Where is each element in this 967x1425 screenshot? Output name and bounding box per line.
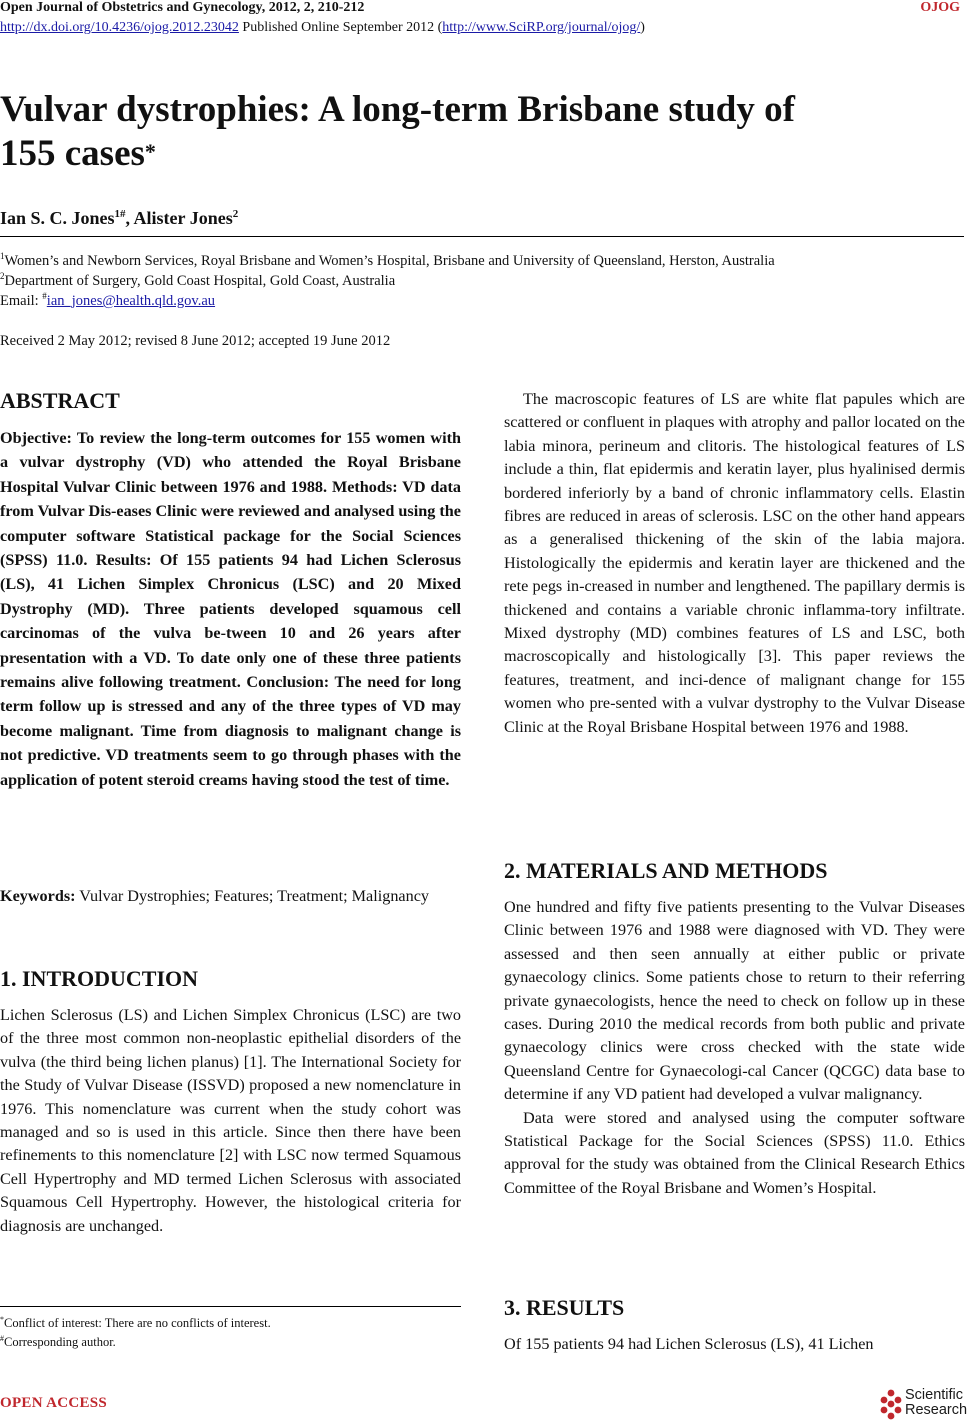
header-divider [0, 236, 964, 237]
open-access-label: OPEN ACCESS [0, 1395, 108, 1411]
doi-line [0, 20, 645, 36]
abstract-heading: ABSTRACT [0, 388, 120, 413]
keywords [0, 884, 461, 908]
author-separator: , [125, 208, 134, 228]
email-link[interactable]: ian_jones@health.qld.gov.au [46, 292, 216, 309]
paper-title [0, 88, 900, 176]
keywords-text: Vulvar Dystrophies; Features; Treatment; Malignancy [75, 887, 429, 905]
keywords-label: Keywords: [0, 887, 76, 905]
footnote-divider [0, 1306, 461, 1307]
email-sup: # [42, 291, 47, 301]
author-2-sup: 2 [232, 208, 239, 220]
footnote-2 [0, 1334, 116, 1350]
published-text: Published Online September 2012 ( [238, 20, 443, 35]
footnote-1 [0, 1315, 271, 1331]
affiliation-2 [0, 271, 395, 290]
author-list [0, 208, 238, 229]
right-column-intro [504, 388, 965, 739]
journal-url-link[interactable]: http://www.SciRP.org/journal/ojog/ [442, 20, 641, 35]
abstract-text: Objective: To review the long-term outcomes for 155 women with a vulvar dystrophy (VD) who attended the Royal Brisbane Hospital Vulvar Clinic between 1976 and 1988. Methods: VD data from Vulvar Dis-eases Clinic were reviewed and analysed using the computer software Statistical package for the Social Sciences (SPSS) 11.0. Results: Of 155 patients 94 had Lichen Sclerosus (LS), 41 Lichen Simplex Chronicus (LSC) and 20 Mixed Dystrophy (MD). Three patients developed squamous cell carcinomas of the vulva be-tween 10 and 26 years after presentation with a VD. To date only one of these three patients remains alive following treatment. Conclusion: The need for long term follow up is stressed and any of the three types of VD may become malignant. Time from diagnosis to malignant change is not predictive. VD treatments seem to go through phases with the application of potent steroid creams having stood the test of time. [0, 429, 461, 789]
email-line [0, 291, 215, 310]
author-1-sup: 1# [114, 208, 126, 220]
introduction-heading: 1. INTRODUCTION [0, 966, 199, 991]
methods-heading: 2. MATERIALS AND METHODS [504, 858, 828, 883]
footnote-1-text: Conflict of interest: There are no conflicts of interest. [4, 1316, 271, 1331]
footnote-2-text: Corresponding author. [4, 1335, 116, 1350]
logo-text [905, 1388, 967, 1418]
logo-line-2: Research [905, 1402, 967, 1418]
logo-line-1: Scientific [905, 1387, 964, 1403]
introduction-text [0, 1004, 461, 1238]
affiliation-1-text: Women’s and Newborn Services, Royal Brisbane and Women’s Hospital, Brisbane and University of Queensland, Herston, Australia [4, 252, 775, 269]
affiliation-2-text: Department of Surgery, Gold Coast Hospital, Gold Coast, Australia [4, 272, 396, 289]
scirp-logo-icon [878, 1388, 904, 1420]
close-paren: ) [640, 20, 645, 35]
title-line-1: Vulvar dystrophies: A long-term Brisbane study of [0, 89, 795, 130]
received-dates: Received 2 May 2012; revised 8 June 2012; accepted 19 June 2012 [0, 333, 391, 349]
affiliation-1-sup: 1 [0, 251, 5, 261]
author-1: Ian S. C. Jones [0, 208, 115, 228]
author-2: Alister Jones [133, 208, 233, 228]
methods-paragraph-2: Data were stored and analysed using the computer software Statistical Package for the Social Sciences (SPSS) 11.0. Ethics approval for the study was obtained from the Clinical Research Ethics Committee of the Royal Brisbane and Women’s Hospital. [504, 1108, 965, 1197]
title-footnote-mark: * [144, 139, 156, 164]
running-header [0, 0, 960, 16]
journal-abbrev: OJOG [920, 0, 960, 15]
doi-link[interactable]: http://dx.doi.org/10.4236/ojog.2012.23042 [0, 20, 239, 35]
introduction-paragraph: Lichen Sclerosus (LS) and Lichen Simplex Chronicus (LSC) are two of the three most common non-neoplastic epithelial disorders of the vulva (the third being lichen planus) [1]. The International Society for the Study of Vulvar Disease (ISSVD) proposed a new nomenclature in 1976. This nomenclature was current when the study cohort was managed and so is used in this article. Since then there have been refinements to this nomenclature [2] with LSC now termed Squamous Cell Hypertrophy and MD termed Lichen Sclerosus with associated Squamous Cell Hypertrophy. However, the histological criteria for diagnosis are unchanged. [0, 1006, 461, 1235]
footnote-2-sup: # [0, 1334, 4, 1343]
affiliation-2-sup: 2 [0, 271, 5, 281]
methods-text [504, 896, 965, 1200]
results-heading: 3. RESULTS [504, 1295, 625, 1320]
scientific-research-logo [878, 1388, 966, 1422]
methods-paragraph-1: One hundred and fifty five patients presenting to the Vulvar Diseases Clinic between 1976 and 1988 were diagnosed with VD. They were assessed and then seen annually at either public or private gynaecology clinics. Some patients chose to return to their referring private gynaecologists, hence the need to check on follow up in these cases. During 2010 the medical records from both public and private gynaecology clinics were cross checked with the state wide Queensland Centre for Gynaecologi-cal Cancer (QCGC) data base to determine if any VD patient had developed a vulvar malignancy. [504, 898, 965, 1104]
journal-citation: Open Journal of Obstetrics and Gynecology, 2012, 2, 210-212 [0, 0, 365, 15]
intro-continued-paragraph: The macroscopic features of LS are white flat papules which are scattered or confluent in plaques with atrophy and pallor located on the labia minora, perineum and clitoris. The histological features of LS include a thin, flat epidermis and keratin layer, plus hyalinised dermis bordered inferiorly by a band of chronic inflammatory cells. Elastin fibres are reduced in areas of sclerosis. LSC on the other hand appears as a generalised thickening of the skin of the labia majora. Histologically the epidermis and keratin layer are thickened and the rete pegs in-creased in number and lengthened. The papillary dermis is thickened and contains a variable chronic inflamma-tory infiltrate. Mixed dystrophy (MD) combines features of LS and LSC, both macroscopically and histologically [3]. This paper reviews the features, treatment, and inci-dence of malignant change for 155 women who pre-sented with a vulvar dystrophy to the Vulvar Disease Clinic at the Royal Brisbane Hospital between 1976 and 1988. [504, 390, 965, 736]
results-text [504, 1333, 965, 1356]
email-label: Email: [0, 292, 43, 309]
title-line-2-text: 155 cases [0, 133, 145, 174]
affiliation-1 [0, 251, 775, 270]
results-paragraph-1: Of 155 patients 94 had Lichen Sclerosus (LS), 41 Lichen [504, 1335, 874, 1353]
footnote-1-sup: * [0, 1315, 4, 1324]
title-line-2 [0, 132, 900, 176]
